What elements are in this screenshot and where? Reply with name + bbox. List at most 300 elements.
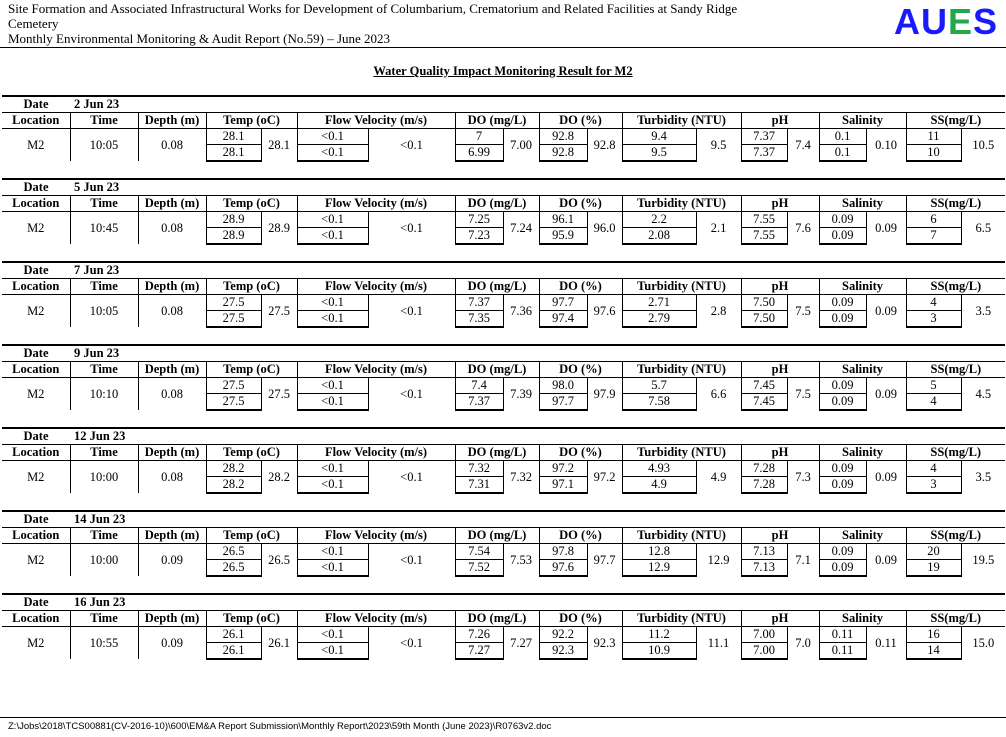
turbidity-average: 2.1 [696,212,741,245]
ph-reading-2: 7.37 [741,145,787,162]
ss-reading-2: 10 [906,145,961,162]
temp-reading-1: 28.2 [206,461,261,477]
temp-header: Temp (oC) [206,196,297,212]
do-pct-reading-2: 95.9 [539,228,587,245]
depth-value: 0.08 [138,378,206,411]
do-mgl-reading-1: 7 [455,129,503,145]
depth-header: Depth (m) [138,528,206,544]
ph-reading-2: 7.45 [741,394,787,411]
results-table [2,178,1005,245]
location-header: Location [2,445,70,461]
ss-reading-2: 7 [906,228,961,245]
turbidity-reading-1: 12.8 [622,544,696,560]
daily-result-table [2,95,1004,162]
time-value: 10:45 [70,212,138,245]
location-value: M2 [27,220,45,235]
turbidity-reading-2: 2.08 [622,228,696,245]
do-mgl-average: 7.24 [503,212,539,245]
ph-header: pH [741,279,819,295]
do-pct-reading-2: 92.8 [539,145,587,162]
ss-average: 19.5 [961,544,1005,577]
do-pct-header: DO (%) [539,528,622,544]
do-mgl-header: DO (mg/L) [455,528,539,544]
do-pct-header: DO (%) [539,362,622,378]
flow-reading-2: <0.1 [297,145,368,162]
temp-reading-2: 26.5 [206,560,261,577]
turbidity-average: 12.9 [696,544,741,577]
time-header: Time [70,279,138,295]
do-pct-average: 97.7 [587,544,622,577]
depth-header: Depth (m) [138,279,206,295]
date-row [2,511,1005,528]
column-header-row [2,113,1005,129]
do-mgl-header: DO (mg/L) [455,611,539,627]
do-pct-reading-1: 97.8 [539,544,587,560]
temp-reading-1: 27.5 [206,378,261,394]
ss-average: 3.5 [961,295,1005,328]
do-pct-reading-2: 97.4 [539,311,587,328]
ss-reading-2: 14 [906,643,961,660]
salinity-reading-2: 0.11 [819,643,866,660]
temp-header: Temp (oC) [206,279,297,295]
turbidity-header: Turbidity (NTU) [622,196,741,212]
do-mgl-header: DO (mg/L) [455,362,539,378]
date-value: 7 Jun 23 [70,262,1005,279]
flow-header: Flow Velocity (m/s) [297,445,455,461]
flow-average: <0.1 [368,378,455,411]
results-table [2,95,1005,162]
temp-header: Temp (oC) [206,611,297,627]
flow-reading-1: <0.1 [297,461,368,477]
column-header-row [2,196,1005,212]
turbidity-average: 9.5 [696,129,741,162]
ss-average: 15.0 [961,627,1005,660]
do-pct-reading-1: 97.7 [539,295,587,311]
salinity-header: Salinity [819,113,906,129]
salinity-reading-2: 0.09 [819,394,866,411]
time-value: 10:00 [70,461,138,494]
salinity-header: Salinity [819,279,906,295]
time-header: Time [70,611,138,627]
salinity-average: 0.10 [866,129,906,162]
time-value: 10:10 [70,378,138,411]
date-value: 2 Jun 23 [70,96,1005,113]
daily-result-table [2,593,1004,660]
turbidity-reading-2: 7.58 [622,394,696,411]
turbidity-reading-2: 12.9 [622,560,696,577]
depth-header: Depth (m) [138,113,206,129]
date-value: 16 Jun 23 [70,594,1005,611]
do-mgl-reading-2: 7.27 [455,643,503,660]
do-mgl-reading-2: 7.31 [455,477,503,494]
ph-average: 7.5 [787,378,819,411]
ss-average: 6.5 [961,212,1005,245]
ss-reading-1: 16 [906,627,961,643]
ss-reading-2: 3 [906,477,961,494]
flow-average: <0.1 [368,544,455,577]
logo-letter: A [893,1,921,42]
temp-reading-2: 27.5 [206,311,261,328]
date-label: Date [2,262,70,279]
salinity-header: Salinity [819,528,906,544]
salinity-average: 0.09 [866,295,906,328]
depth-value: 0.08 [138,212,206,245]
do-pct-header: DO (%) [539,113,622,129]
location-value: M2 [27,303,45,318]
do-pct-header: DO (%) [539,279,622,295]
temp-reading-1: 26.5 [206,544,261,560]
column-header-row [2,445,1005,461]
do-mgl-reading-1: 7.32 [455,461,503,477]
temp-reading-1: 27.5 [206,295,261,311]
do-pct-header: DO (%) [539,196,622,212]
results-table [2,344,1005,411]
ph-reading-1: 7.50 [741,295,787,311]
do-mgl-reading-1: 7.26 [455,627,503,643]
turbidity-reading-1: 4.93 [622,461,696,477]
header-divider [0,47,1006,48]
ph-header: pH [741,113,819,129]
date-label: Date [2,428,70,445]
turbidity-header: Turbidity (NTU) [622,279,741,295]
project-title [8,1,848,31]
time-value: 10:05 [70,129,138,162]
location-value: M2 [27,635,45,650]
ss-reading-1: 4 [906,461,961,477]
depth-header: Depth (m) [138,611,206,627]
date-value: 9 Jun 23 [70,345,1005,362]
daily-result-table [2,344,1004,411]
depth-header: Depth (m) [138,196,206,212]
ph-reading-1: 7.28 [741,461,787,477]
location-header: Location [2,528,70,544]
salinity-average: 0.09 [866,212,906,245]
ss-reading-1: 11 [906,129,961,145]
location-value: M2 [27,469,45,484]
report-header [8,1,848,46]
flow-reading-1: <0.1 [297,129,368,145]
do-pct-reading-1: 98.0 [539,378,587,394]
temp-header: Temp (oC) [206,528,297,544]
temp-reading-1: 28.1 [206,129,261,145]
location-value: M2 [27,552,45,567]
flow-header: Flow Velocity (m/s) [297,196,455,212]
location-header: Location [2,362,70,378]
project-title-line2: Cemetery [8,16,59,31]
depth-value: 0.08 [138,129,206,162]
do-mgl-average: 7.00 [503,129,539,162]
footer-divider [0,717,1006,718]
turbidity-average: 11.1 [696,627,741,660]
depth-header: Depth (m) [138,445,206,461]
salinity-reading-2: 0.09 [819,228,866,245]
do-mgl-reading-2: 6.99 [455,145,503,162]
daily-result-table [2,178,1004,245]
ss-reading-1: 20 [906,544,961,560]
flow-reading-2: <0.1 [297,560,368,577]
reading-row [2,544,1005,560]
flow-reading-1: <0.1 [297,378,368,394]
do-pct-reading-1: 96.1 [539,212,587,228]
date-row [2,594,1005,611]
time-header: Time [70,445,138,461]
salinity-reading-1: 0.09 [819,378,866,394]
do-pct-average: 92.3 [587,627,622,660]
daily-result-table [2,427,1004,494]
ph-average: 7.1 [787,544,819,577]
salinity-reading-2: 0.09 [819,477,866,494]
results-table [2,593,1005,660]
turbidity-header: Turbidity (NTU) [622,113,741,129]
ss-reading-2: 3 [906,311,961,328]
daily-result-table [2,510,1004,577]
do-pct-average: 97.6 [587,295,622,328]
salinity-reading-2: 0.09 [819,560,866,577]
temp-reading-2: 27.5 [206,394,261,411]
date-label: Date [2,96,70,113]
date-label: Date [2,594,70,611]
ph-header: pH [741,445,819,461]
salinity-reading-1: 0.09 [819,295,866,311]
logo-letter: E [947,1,973,42]
turbidity-reading-1: 5.7 [622,378,696,394]
flow-reading-2: <0.1 [297,643,368,660]
date-value: 5 Jun 23 [70,179,1005,196]
date-row [2,428,1005,445]
report-subtitle: Monthly Environmental Monitoring & Audit Report (No.59) – June 2023 [8,31,391,46]
salinity-header: Salinity [819,445,906,461]
location-header: Location [2,196,70,212]
ph-reading-2: 7.55 [741,228,787,245]
location-header: Location [2,611,70,627]
time-value: 10:00 [70,544,138,577]
temp-average: 26.1 [261,627,297,660]
ph-reading-1: 7.45 [741,378,787,394]
flow-reading-2: <0.1 [297,394,368,411]
do-mgl-reading-1: 7.54 [455,544,503,560]
flow-average: <0.1 [368,129,455,162]
salinity-average: 0.09 [866,544,906,577]
date-row [2,345,1005,362]
date-row [2,262,1005,279]
turbidity-header: Turbidity (NTU) [622,362,741,378]
turbidity-reading-1: 9.4 [622,129,696,145]
turbidity-reading-1: 2.2 [622,212,696,228]
flow-average: <0.1 [368,461,455,494]
salinity-average: 0.09 [866,461,906,494]
ph-reading-1: 7.55 [741,212,787,228]
date-label: Date [2,345,70,362]
flow-reading-1: <0.1 [297,627,368,643]
reading-row [2,627,1005,643]
temp-average: 26.5 [261,544,297,577]
location-header: Location [2,279,70,295]
temp-reading-2: 26.1 [206,643,261,660]
do-pct-reading-2: 97.1 [539,477,587,494]
ph-reading-1: 7.13 [741,544,787,560]
column-header-row [2,279,1005,295]
date-value: 12 Jun 23 [70,428,1005,445]
do-pct-header: DO (%) [539,611,622,627]
flow-reading-1: <0.1 [297,295,368,311]
column-header-row [2,611,1005,627]
turbidity-average: 6.6 [696,378,741,411]
time-header: Time [70,196,138,212]
turbidity-reading-2: 10.9 [622,643,696,660]
turbidity-header: Turbidity (NTU) [622,528,741,544]
salinity-reading-1: 0.09 [819,212,866,228]
reading-row [2,461,1005,477]
flow-header: Flow Velocity (m/s) [297,528,455,544]
turbidity-average: 2.8 [696,295,741,328]
do-mgl-reading-1: 7.4 [455,378,503,394]
reading-row [2,378,1005,394]
ss-header: SS(mg/L) [906,611,1005,627]
do-pct-average: 97.9 [587,378,622,411]
do-mgl-average: 7.53 [503,544,539,577]
salinity-reading-1: 0.09 [819,544,866,560]
do-pct-reading-2: 97.6 [539,560,587,577]
aues-logo [893,1,998,42]
date-row [2,179,1005,196]
results-table [2,261,1005,328]
ss-header: SS(mg/L) [906,362,1005,378]
flow-reading-1: <0.1 [297,544,368,560]
turbidity-reading-2: 2.79 [622,311,696,328]
salinity-average: 0.09 [866,378,906,411]
salinity-reading-1: 0.1 [819,129,866,145]
depth-value: 0.08 [138,461,206,494]
ss-header: SS(mg/L) [906,279,1005,295]
time-header: Time [70,528,138,544]
do-mgl-header: DO (mg/L) [455,445,539,461]
ph-average: 7.0 [787,627,819,660]
temp-average: 28.1 [261,129,297,162]
do-mgl-reading-2: 7.35 [455,311,503,328]
temp-reading-2: 28.9 [206,228,261,245]
logo-letter: U [920,1,948,42]
flow-reading-2: <0.1 [297,477,368,494]
do-pct-average: 92.8 [587,129,622,162]
turbidity-reading-1: 11.2 [622,627,696,643]
column-header-row [2,362,1005,378]
ph-reading-2: 7.28 [741,477,787,494]
do-mgl-average: 7.32 [503,461,539,494]
temp-header: Temp (oC) [206,362,297,378]
flow-average: <0.1 [368,295,455,328]
reading-row [2,129,1005,145]
do-pct-reading-2: 97.7 [539,394,587,411]
location-value: M2 [27,137,45,152]
do-pct-average: 97.2 [587,461,622,494]
ph-average: 7.4 [787,129,819,162]
do-mgl-header: DO (mg/L) [455,196,539,212]
ph-reading-2: 7.13 [741,560,787,577]
do-mgl-header: DO (mg/L) [455,113,539,129]
ph-header: pH [741,196,819,212]
time-value: 10:55 [70,627,138,660]
ph-average: 7.3 [787,461,819,494]
temp-reading-2: 28.1 [206,145,261,162]
do-mgl-reading-1: 7.25 [455,212,503,228]
ss-header: SS(mg/L) [906,113,1005,129]
ss-reading-2: 19 [906,560,961,577]
turbidity-header: Turbidity (NTU) [622,445,741,461]
depth-header: Depth (m) [138,362,206,378]
ss-header: SS(mg/L) [906,528,1005,544]
salinity-header: Salinity [819,196,906,212]
date-value: 14 Jun 23 [70,511,1005,528]
salinity-reading-2: 0.1 [819,145,866,162]
ph-reading-2: 7.00 [741,643,787,660]
flow-reading-2: <0.1 [297,228,368,245]
date-label: Date [2,511,70,528]
salinity-header: Salinity [819,362,906,378]
do-mgl-header: DO (mg/L) [455,279,539,295]
depth-value: 0.09 [138,544,206,577]
do-pct-reading-2: 92.3 [539,643,587,660]
do-pct-reading-1: 97.2 [539,461,587,477]
flow-average: <0.1 [368,627,455,660]
ph-reading-2: 7.50 [741,311,787,328]
depth-value: 0.09 [138,627,206,660]
ss-reading-1: 6 [906,212,961,228]
ph-average: 7.6 [787,212,819,245]
ph-header: pH [741,362,819,378]
daily-result-table [2,261,1004,328]
time-header: Time [70,362,138,378]
temp-average: 28.2 [261,461,297,494]
ss-average: 10.5 [961,129,1005,162]
flow-header: Flow Velocity (m/s) [297,113,455,129]
do-mgl-average: 7.39 [503,378,539,411]
ss-average: 3.5 [961,461,1005,494]
temp-reading-1: 28.9 [206,212,261,228]
ss-average: 4.5 [961,378,1005,411]
do-pct-average: 96.0 [587,212,622,245]
column-header-row [2,528,1005,544]
do-pct-reading-1: 92.2 [539,627,587,643]
ss-header: SS(mg/L) [906,445,1005,461]
time-value: 10:05 [70,295,138,328]
time-header: Time [70,113,138,129]
do-mgl-reading-2: 7.52 [455,560,503,577]
page-title: Water Quality Impact Monitoring Result for M2 [373,64,633,78]
logo-letter: S [972,1,998,42]
ph-reading-1: 7.00 [741,627,787,643]
temp-average: 27.5 [261,378,297,411]
salinity-reading-2: 0.09 [819,311,866,328]
do-mgl-average: 7.36 [503,295,539,328]
flow-header: Flow Velocity (m/s) [297,611,455,627]
salinity-reading-1: 0.09 [819,461,866,477]
salinity-header: Salinity [819,611,906,627]
location-header: Location [2,113,70,129]
results-table [2,427,1005,494]
flow-reading-2: <0.1 [297,311,368,328]
turbidity-average: 4.9 [696,461,741,494]
reading-row [2,212,1005,228]
project-title-line1: Site Formation and Associated Infrastructural Works for Development of Columbarium, Crematorium and Related Facilities at Sandy Ridge [8,1,738,16]
flow-header: Flow Velocity (m/s) [297,279,455,295]
flow-reading-1: <0.1 [297,212,368,228]
file-path-footer: Z:\Jobs\2018\TCS00881(CV-2016-10)\600\EM&A Report Submission\Monthly Report\2023\59th Month (June 2023)\R0763v2.doc [8,721,552,732]
ss-reading-1: 5 [906,378,961,394]
temp-header: Temp (oC) [206,113,297,129]
temp-reading-1: 26.1 [206,627,261,643]
do-mgl-average: 7.27 [503,627,539,660]
reading-row [2,295,1005,311]
